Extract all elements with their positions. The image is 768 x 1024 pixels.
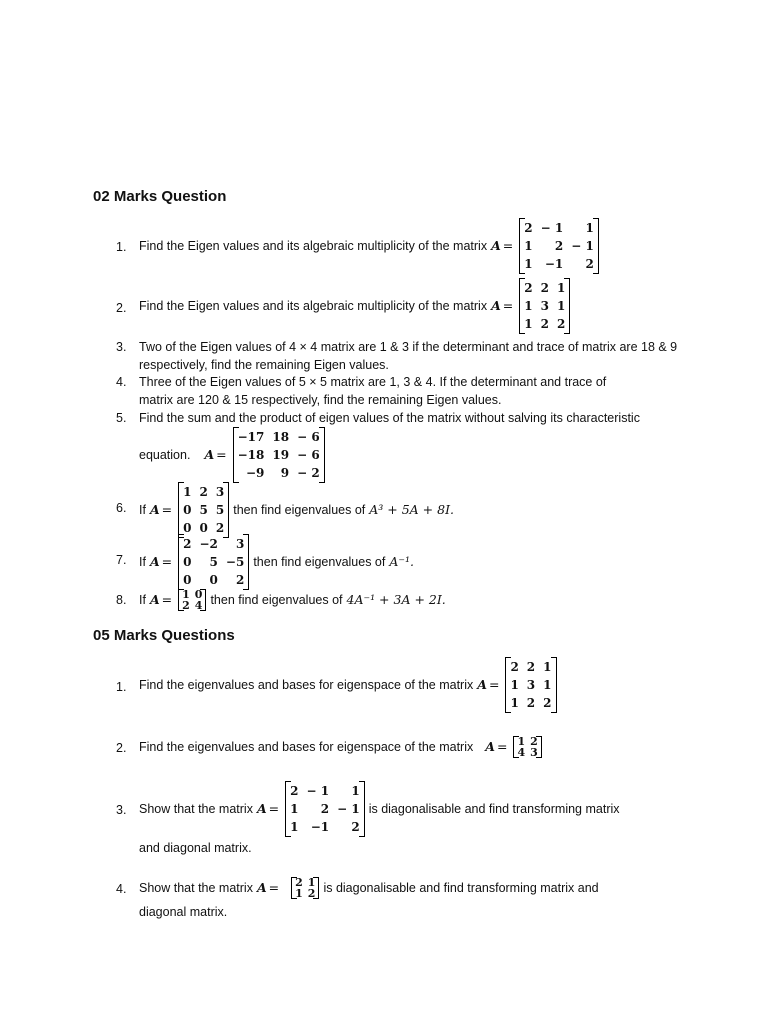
question-prefix: If (139, 555, 146, 569)
matrix-entry: 5 (199, 503, 208, 517)
matrix-entry: 1 (510, 696, 519, 710)
matrix-entry: 2 (526, 660, 536, 674)
question-text: Find the eigenvalues and bases for eigenspace of the matrix (139, 740, 474, 754)
question-number: 4. (116, 882, 127, 896)
matrix-entry: 2 (526, 696, 536, 710)
matrix (519, 218, 599, 274)
matrix-entry: 0 (209, 573, 218, 587)
matrix-entry: 1 (290, 802, 299, 816)
question-prefix: If (139, 503, 146, 517)
question-number: 1. (116, 680, 127, 694)
matrix-entry: 1 (183, 485, 192, 499)
matrix-entry: 1 (524, 317, 533, 331)
matrix-entry: − 2 (297, 466, 320, 480)
matrix-entry: 2 (540, 317, 549, 331)
matrix-entry: 0 (194, 588, 203, 601)
question-number: 5. (116, 411, 127, 425)
matrix-entry: − 1 (540, 221, 564, 235)
question-number: 6. (116, 501, 127, 515)
matrix-entry: −17 (237, 430, 265, 444)
matrix-variable: A (204, 447, 215, 462)
question-text: Find the sum and the product of eigen values of the matrix without salving its characteristic (139, 411, 640, 425)
question-number: 1. (116, 240, 127, 254)
section-heading-2-marks: 02 Marks Question (93, 188, 227, 205)
question-prefix: If (139, 593, 146, 607)
matrix-entry: 2 (307, 887, 316, 900)
matrix-variable: A (491, 238, 501, 253)
matrix-variable: A (149, 592, 160, 607)
matrix-entry: 5 (209, 555, 218, 569)
matrix-entry: −5 (225, 555, 245, 569)
matrix-entry: 19 (272, 448, 290, 462)
matrix-entry: 2 (183, 537, 192, 551)
question-suffix: is diagonalisable and find transforming matrix (368, 802, 620, 816)
matrix (285, 781, 365, 837)
matrix-entry: 1 (585, 221, 594, 235)
matrix-entry: 4 (194, 599, 203, 612)
matrix (233, 427, 325, 483)
matrix-entry: 1 (524, 239, 533, 253)
expression: 4A⁻¹ + 3A + 2I. (346, 592, 446, 607)
matrix-entry: 2 (290, 784, 299, 798)
question-text-continued: and diagonal matrix. (139, 841, 252, 855)
matrix-variable: A (256, 880, 267, 895)
question-number: 7. (116, 553, 127, 567)
matrix-entry: 1 (307, 876, 316, 889)
question-suffix: then find eigenvalues of (253, 555, 386, 569)
matrix-entry: − 1 (571, 239, 594, 253)
question-text: Three of the Eigen values of 5 × 5 matrix are 1, 3 & 4. If the determinant and trace of matrix are 120 & 15 respectively, find the remaining Eigen values. (139, 375, 607, 407)
matrix-entry: 1 (543, 678, 552, 692)
matrix-entry: 1 (557, 299, 566, 313)
equals-sign: = (161, 592, 173, 607)
matrix-entry: 2 (320, 802, 330, 816)
matrix (178, 589, 206, 611)
question-text: Show that the matrix (139, 802, 253, 816)
expression: A³ + 5A + 8I. (369, 502, 454, 517)
matrix-entry: 0 (199, 521, 208, 535)
matrix-variable: A (149, 554, 160, 569)
matrix-entry: 2 (182, 599, 190, 612)
matrix-entry: 3 (530, 746, 538, 759)
matrix (178, 534, 249, 590)
matrix-entry: 1 (524, 299, 533, 313)
matrix-entry: − 6 (297, 430, 320, 444)
matrix-entry: − 1 (306, 784, 330, 798)
matrix-entry: −2 (199, 537, 218, 551)
question-number: 2. (116, 741, 127, 755)
matrix-entry: 2 (295, 876, 303, 889)
matrix-variable: A (149, 502, 160, 517)
equals-sign: = (216, 447, 227, 462)
section-heading-5-marks: 05 Marks Questions (93, 627, 235, 644)
matrix-entry: − 6 (297, 448, 320, 462)
matrix-entry: 3 (526, 678, 536, 692)
matrix-entry: 2 (530, 735, 538, 748)
matrix-entry: 0 (183, 555, 192, 569)
matrix-entry: −18 (237, 448, 265, 462)
matrix-variable: A (491, 298, 501, 313)
equals-sign: = (161, 502, 173, 517)
matrix-entry: −1 (544, 257, 564, 271)
question-text: Find the eigenvalues and bases for eigenspace of the matrix (139, 678, 474, 692)
matrix-entry: 2 (510, 660, 519, 674)
matrix-entry: 18 (272, 430, 290, 444)
matrix-entry: 1 (182, 588, 190, 601)
matrix-entry: 2 (554, 239, 564, 253)
matrix-entry: 2 (215, 521, 225, 535)
matrix-entry: 3 (235, 537, 245, 551)
expression: A⁻¹. (389, 554, 414, 569)
question-number: 3. (116, 340, 127, 354)
matrix-entry: 1 (295, 887, 303, 900)
matrix-entry: 1 (557, 281, 566, 295)
equals-sign: = (502, 238, 514, 253)
question-number: 2. (116, 301, 127, 315)
question-number: 8. (116, 593, 127, 607)
matrix-entry: 3 (215, 485, 225, 499)
question-text-continued: equation. (139, 448, 191, 462)
matrix-entry: − 1 (337, 802, 360, 816)
question-text: Find the Eigen values and its algebraic multiplicity of the matrix (139, 299, 488, 313)
matrix (513, 736, 541, 758)
matrix-entry: 2 (585, 257, 594, 271)
matrix-entry: 1 (510, 678, 519, 692)
equals-sign: = (161, 554, 173, 569)
matrix (291, 877, 319, 899)
matrix-entry: −9 (245, 466, 265, 480)
matrix-entry: 1 (543, 660, 552, 674)
matrix-entry: 0 (183, 573, 192, 587)
matrix (505, 657, 556, 713)
question-text: Find the Eigen values and its algebraic multiplicity of the matrix (139, 239, 488, 253)
equals-sign: = (268, 801, 280, 816)
matrix (178, 482, 229, 538)
matrix-entry: 2 (543, 696, 552, 710)
equals-sign: = (496, 739, 508, 754)
matrix-entry: 4 (517, 746, 526, 759)
matrix-entry: 2 (557, 317, 566, 331)
question-text: Show that the matrix (139, 881, 253, 895)
matrix-entry: 0 (183, 503, 192, 517)
matrix-entry: 1 (524, 257, 533, 271)
matrix-entry: 5 (215, 503, 225, 517)
matrix-entry: 3 (540, 299, 549, 313)
matrix-entry: 2 (235, 573, 245, 587)
matrix-variable: A (477, 677, 487, 692)
question-number: 4. (116, 375, 127, 389)
matrix-entry: 2 (524, 281, 533, 295)
matrix (519, 278, 570, 334)
matrix-entry: −1 (310, 820, 330, 834)
matrix-entry: 9 (280, 466, 290, 480)
question-suffix: then find eigenvalues of (233, 503, 366, 517)
matrix-entry: 2 (524, 221, 533, 235)
equals-sign: = (488, 677, 500, 692)
question-text-continued: diagonal matrix. (139, 905, 228, 919)
matrix-entry: 1 (517, 735, 526, 748)
equals-sign: = (268, 880, 280, 895)
matrix-entry: 0 (183, 521, 192, 535)
question-text: Two of the Eigen values of 4 × 4 matrix are 1 & 3 if the determinant and trace of matrix are 18 & 9 respectively, find the remaining Eigen values. (139, 340, 678, 372)
matrix-variable: A (485, 739, 495, 754)
question-number: 3. (116, 803, 127, 817)
matrix-entry: 1 (290, 820, 299, 834)
matrix-entry: 2 (540, 281, 549, 295)
question-suffix: then find eigenvalues of (210, 593, 343, 607)
matrix-entry: 2 (199, 485, 208, 499)
matrix-entry: 2 (351, 820, 360, 834)
equals-sign: = (502, 298, 514, 313)
question-suffix: is diagonalisable and find transforming matrix and (323, 881, 599, 895)
matrix-entry: 1 (351, 784, 360, 798)
matrix-variable: A (256, 801, 267, 816)
